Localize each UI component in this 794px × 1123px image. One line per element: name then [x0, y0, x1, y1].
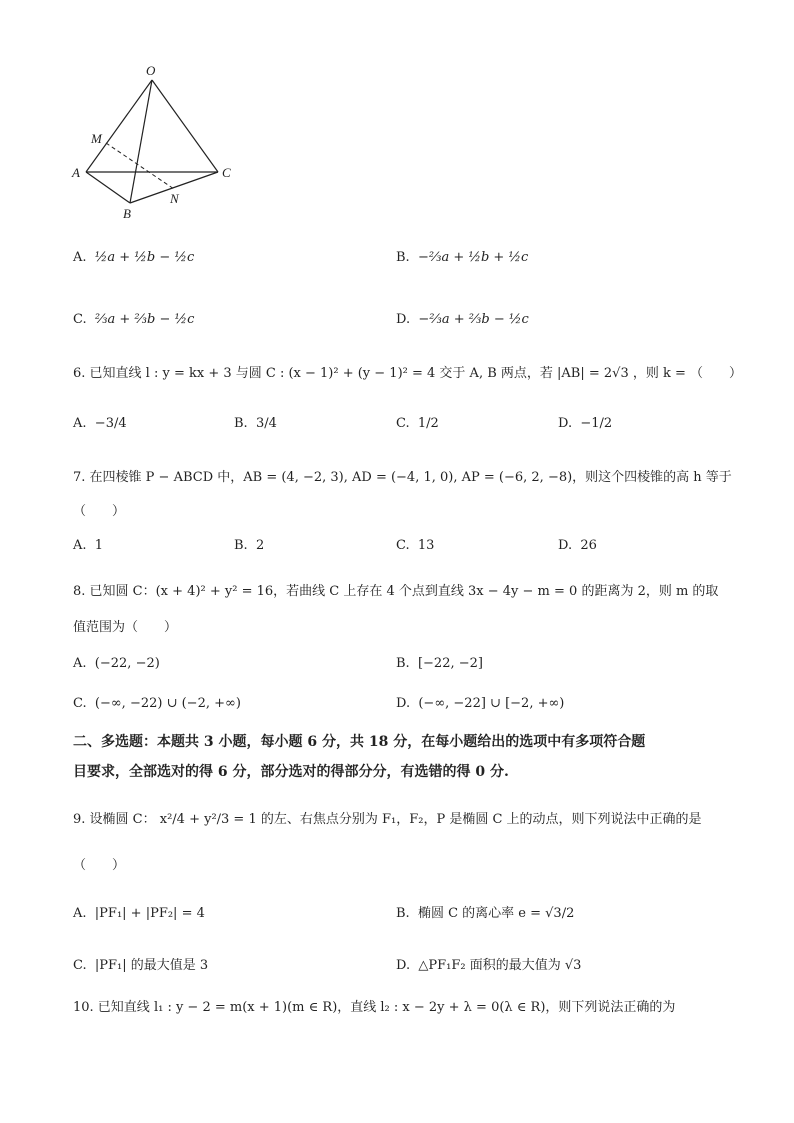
option-expr: 1/2 [417, 416, 439, 431]
q7-option-b [234, 538, 264, 554]
option-label: B. [396, 656, 410, 671]
option-label: B. [396, 906, 410, 921]
option-expr: 3/4 [255, 416, 277, 431]
q7-paren: （ ） [73, 504, 126, 519]
label-M: M [91, 131, 102, 146]
option-expr: (−∞, −22) ∪ (−2, +∞) [94, 696, 241, 711]
label-N: N [170, 191, 179, 206]
option-expr: 椭圆 C 的离心率 e = √3/2 [417, 906, 575, 921]
option-label: C. [73, 958, 87, 973]
option-label: A. [73, 538, 87, 553]
option-expr: |PF₁| + |PF₂| = 4 [94, 906, 205, 921]
q7-option-c [396, 538, 434, 554]
option-label: C. [73, 312, 87, 327]
edge-AB [86, 172, 130, 203]
edge-OA [86, 80, 152, 172]
option-expr: (−22, −2) [94, 656, 160, 671]
q8-stem-line2: 值范围为（ ） [73, 620, 178, 635]
option-label: D. [396, 312, 411, 327]
section-heading-line2: 目要求，全部选对的得 6 分，部分选对的得部分分，有选错的得 0 分. [73, 764, 509, 780]
q8-stem-line1: 8. 已知圆 C：(x + 4)² + y² = 16，若曲线 C 上存在 4 个点到直线 3x − 4y − m = 0 的距离为 2，则 m 的取 [73, 584, 719, 599]
q9-option-d [396, 958, 581, 974]
option-expr: −⅔a + ½b + ½c [417, 250, 529, 265]
option-label: D. [558, 416, 573, 431]
option-expr: △PF₁F₂ 面积的最大值为 √3 [418, 958, 582, 973]
option-expr: ½a + ½b − ½c [94, 250, 195, 265]
option-expr: −3/4 [94, 416, 127, 431]
q9-paren: （ ） [73, 858, 126, 873]
label-C: C [222, 165, 231, 180]
option-expr: −1/2 [580, 416, 613, 431]
q5-option-d [396, 312, 529, 328]
option-expr: −⅔a + ⅔b − ½c [418, 312, 529, 327]
option-expr: 2 [255, 538, 265, 553]
option-label: D. [396, 696, 411, 711]
q8-option-b [396, 656, 483, 672]
option-label: A. [73, 250, 87, 265]
label-O: O [146, 63, 156, 78]
option-expr: 13 [417, 538, 435, 553]
option-label: C. [73, 696, 87, 711]
edge-OC [152, 80, 218, 172]
edge-OB [130, 80, 152, 203]
option-label: A. [73, 906, 87, 921]
option-label: A. [73, 416, 87, 431]
q9-option-a [73, 906, 205, 922]
option-expr: 26 [580, 538, 597, 553]
q8-option-c [73, 696, 241, 712]
option-expr: [−22, −2] [417, 656, 483, 671]
q5-option-c [73, 312, 194, 328]
q9-option-c [73, 958, 208, 974]
option-label: C. [396, 416, 410, 431]
q6-option-d [558, 416, 612, 432]
q5-option-b [396, 250, 528, 266]
q9-option-b [396, 906, 574, 922]
label-A: A [72, 165, 80, 180]
option-label: D. [558, 538, 573, 553]
option-expr: |PF₁| 的最大值是 3 [94, 958, 209, 973]
section-heading-line1: 二、多选题：本题共 3 小题，每小题 6 分，共 18 分，在每小题给出的选项中有多项符合题 [73, 734, 646, 750]
option-expr: 1 [94, 538, 104, 553]
q6-option-b [234, 416, 277, 432]
option-label: B. [234, 538, 248, 553]
option-label: A. [73, 656, 87, 671]
q8-option-d [396, 696, 564, 712]
q6-option-a [73, 416, 127, 432]
q7-option-d [558, 538, 597, 554]
q8-option-a [73, 656, 160, 672]
q6-option-c [396, 416, 439, 432]
option-expr: ⅔a + ⅔b − ½c [94, 312, 195, 327]
option-label: C. [396, 538, 410, 553]
option-expr: (−∞, −22] ∪ [−2, +∞) [418, 696, 565, 711]
option-label: B. [396, 250, 410, 265]
label-B: B [123, 206, 131, 221]
option-label: B. [234, 416, 248, 431]
q7-stem: 7. 在四棱锥 P − ABCD 中，AB = (4, −2, 3), AD = (−4, 1, 0), AP = (−6, 2, −8)，则这个四棱锥的高 h 等于 [73, 470, 732, 485]
option-label: D. [396, 958, 411, 973]
q9-stem: 9. 设椭圆 C： x²/4 + y²/3 = 1 的左、右焦点分别为 F₁，F₂，P 是椭圆 C 上的动点，则下列说法中正确的是 [73, 812, 702, 827]
q5-option-a [73, 250, 194, 266]
tetrahedron-figure [60, 55, 250, 230]
q10-stem: 10. 已知直线 l₁ : y − 2 = m(x + 1)(m ∈ R)，直线 l₂ : x − 2y + λ = 0(λ ∈ R)，则下列说法正确的为 [73, 1000, 676, 1015]
q6-stem: 6. 已知直线 l : y = kx + 3 与圆 C : (x − 1)² + (y − 1)² = 4 交于 A, B 两点，若 |AB| = 2√3 ，则 k = （ ） [73, 366, 743, 381]
q7-option-a [73, 538, 103, 554]
